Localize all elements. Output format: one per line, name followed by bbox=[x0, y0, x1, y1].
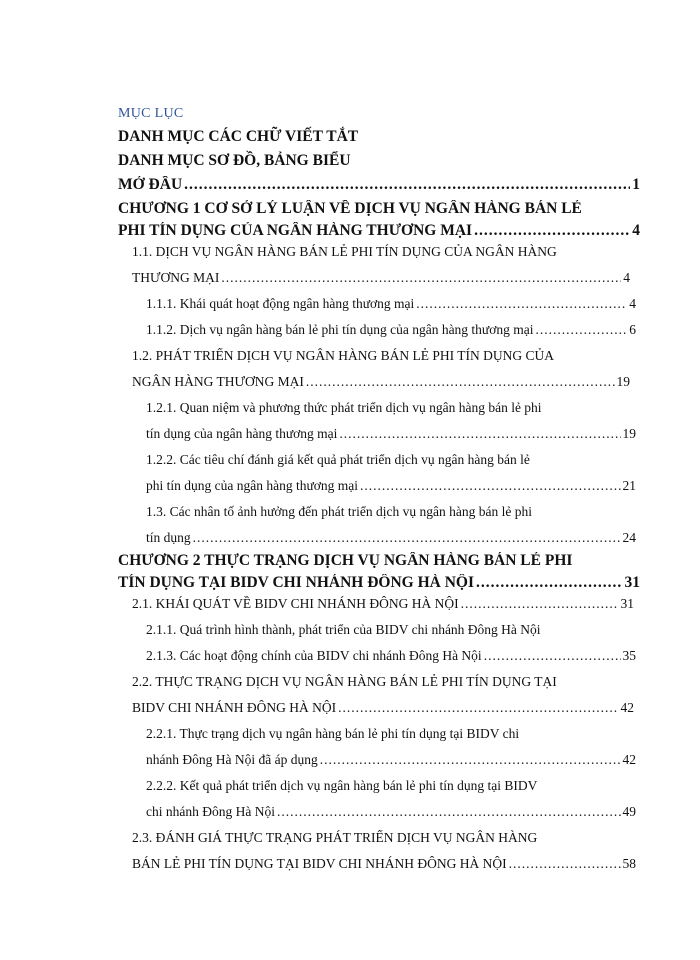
toc-figures[interactable]: DANH MỤC SƠ ĐỒ, BẢNG BIỂU bbox=[118, 152, 351, 169]
toc-title: MỤC LỤC bbox=[118, 106, 184, 121]
toc-section-1-2-1[interactable]: 1.2.1. Quan niệm và phương thức phát triển dịch vụ ngân hàng bán lẻ phi bbox=[146, 400, 542, 415]
toc-section-1-1-1[interactable]: 1.1.1. Khái quát hoạt động ngân hàng thương mại ..... 4 bbox=[146, 296, 636, 312]
toc-section-1-3-cont[interactable]: tín dụng ..... 24 bbox=[146, 530, 636, 546]
toc-section-1-1[interactable]: 1.1. DỊCH VỤ NGÂN HÀNG BÁN LẺ PHI TÍN DỤNG CỦA NGÂN HÀNG bbox=[132, 244, 557, 259]
toc-section-2-2-2[interactable]: 2.2.2. Kết quả phát triển dịch vụ ngân hàng bán lẻ phi tín dụng tại BIDV bbox=[146, 778, 538, 793]
toc-section-2-1-3[interactable]: 2.1.3. Các hoạt động chính của BIDV chi nhánh Đông Hà Nội ..... 35 bbox=[146, 648, 636, 664]
toc-section-1-2-1-cont[interactable]: tín dụng của ngân hàng thương mại ..... 19 bbox=[146, 426, 636, 442]
toc-chapter-2[interactable]: CHƯƠNG 2 THỰC TRẠNG DỊCH VỤ NGÂN HÀNG BÁN LẺ PHI bbox=[118, 552, 573, 569]
toc-intro[interactable]: MỞ ĐẦU ..... 1 bbox=[118, 176, 640, 194]
toc-section-2-2-2-cont[interactable]: chi nhánh Đông Hà Nội ..... 49 bbox=[146, 804, 636, 820]
toc-section-1-1-2[interactable]: 1.1.2. Dịch vụ ngân hàng bán lẻ phi tín dụng của ngân hàng thương mại ..... 6 bbox=[146, 322, 636, 338]
toc-section-1-2-2[interactable]: 1.2.2. Các tiêu chí đánh giá kết quả phát triển dịch vụ ngân hàng bán lẻ bbox=[146, 452, 530, 467]
toc-section-1-2[interactable]: 1.2. PHÁT TRIỂN DỊCH VỤ NGÂN HÀNG BÁN LẺ PHI TÍN DỤNG CỦA bbox=[132, 348, 555, 363]
toc-section-2-2[interactable]: 2.2. THỰC TRẠNG DỊCH VỤ NGÂN HÀNG BÁN LẺ PHI TÍN DỤNG TẠI bbox=[132, 674, 557, 689]
toc-section-1-3[interactable]: 1.3. Các nhân tố ảnh hưởng đến phát triển dịch vụ ngân hàng bán lẻ phi bbox=[146, 504, 532, 519]
toc-section-2-3[interactable]: 2.3. ĐÁNH GIÁ THỰC TRẠNG PHÁT TRIỂN DỊCH VỤ NGÂN HÀNG bbox=[132, 830, 538, 845]
toc-section-2-2-cont[interactable]: BIDV CHI NHÁNH ĐÔNG HÀ NỘI ..... 42 bbox=[132, 700, 634, 716]
toc-abbreviations[interactable]: DANH MỤC CÁC CHỮ VIẾT TẮT bbox=[118, 128, 359, 145]
toc-section-1-2-cont[interactable]: NGÂN HÀNG THƯƠNG MẠI ..... 19 bbox=[132, 374, 630, 390]
toc-chapter-1-cont[interactable]: PHI TÍN DỤNG CỦA NGÂN HÀNG THƯƠNG MẠI ..... 4 bbox=[118, 222, 640, 240]
toc-section-2-1-1[interactable]: 2.1.1. Quá trình hình thành, phát triển của BIDV chi nhánh Đông Hà Nội bbox=[146, 622, 541, 637]
toc-section-2-2-1[interactable]: 2.2.1. Thực trạng dịch vụ ngân hàng bán lẻ phi tín dụng tại BIDV chi bbox=[146, 726, 520, 741]
toc-chapter-2-cont[interactable]: TÍN DỤNG TẠI BIDV CHI NHÁNH ĐÔNG HÀ NỘI ..... 31 bbox=[118, 574, 640, 592]
toc-section-2-3-cont[interactable]: BÁN LẺ PHI TÍN DỤNG TẠI BIDV CHI NHÁNH ĐÔNG HÀ NỘI ..... 58 bbox=[132, 856, 636, 872]
toc-chapter-1[interactable]: CHƯƠNG 1 CƠ SỞ LÝ LUẬN VỀ DỊCH VỤ NGÂN HÀNG BÁN LẺ bbox=[118, 200, 582, 217]
toc-section-2-1[interactable]: 2.1. KHÁI QUÁT VỀ BIDV CHI NHÁNH ĐÔNG HÀ NỘI ..... 31 bbox=[132, 596, 634, 612]
toc-section-1-1-cont[interactable]: THƯƠNG MẠI ..... 4 bbox=[132, 270, 630, 286]
toc-section-1-2-2-cont[interactable]: phi tín dụng của ngân hàng thương mại ..... 21 bbox=[146, 478, 636, 494]
toc-section-2-2-1-cont[interactable]: nhánh Đông Hà Nội đã áp dụng ..... 42 bbox=[146, 752, 636, 768]
